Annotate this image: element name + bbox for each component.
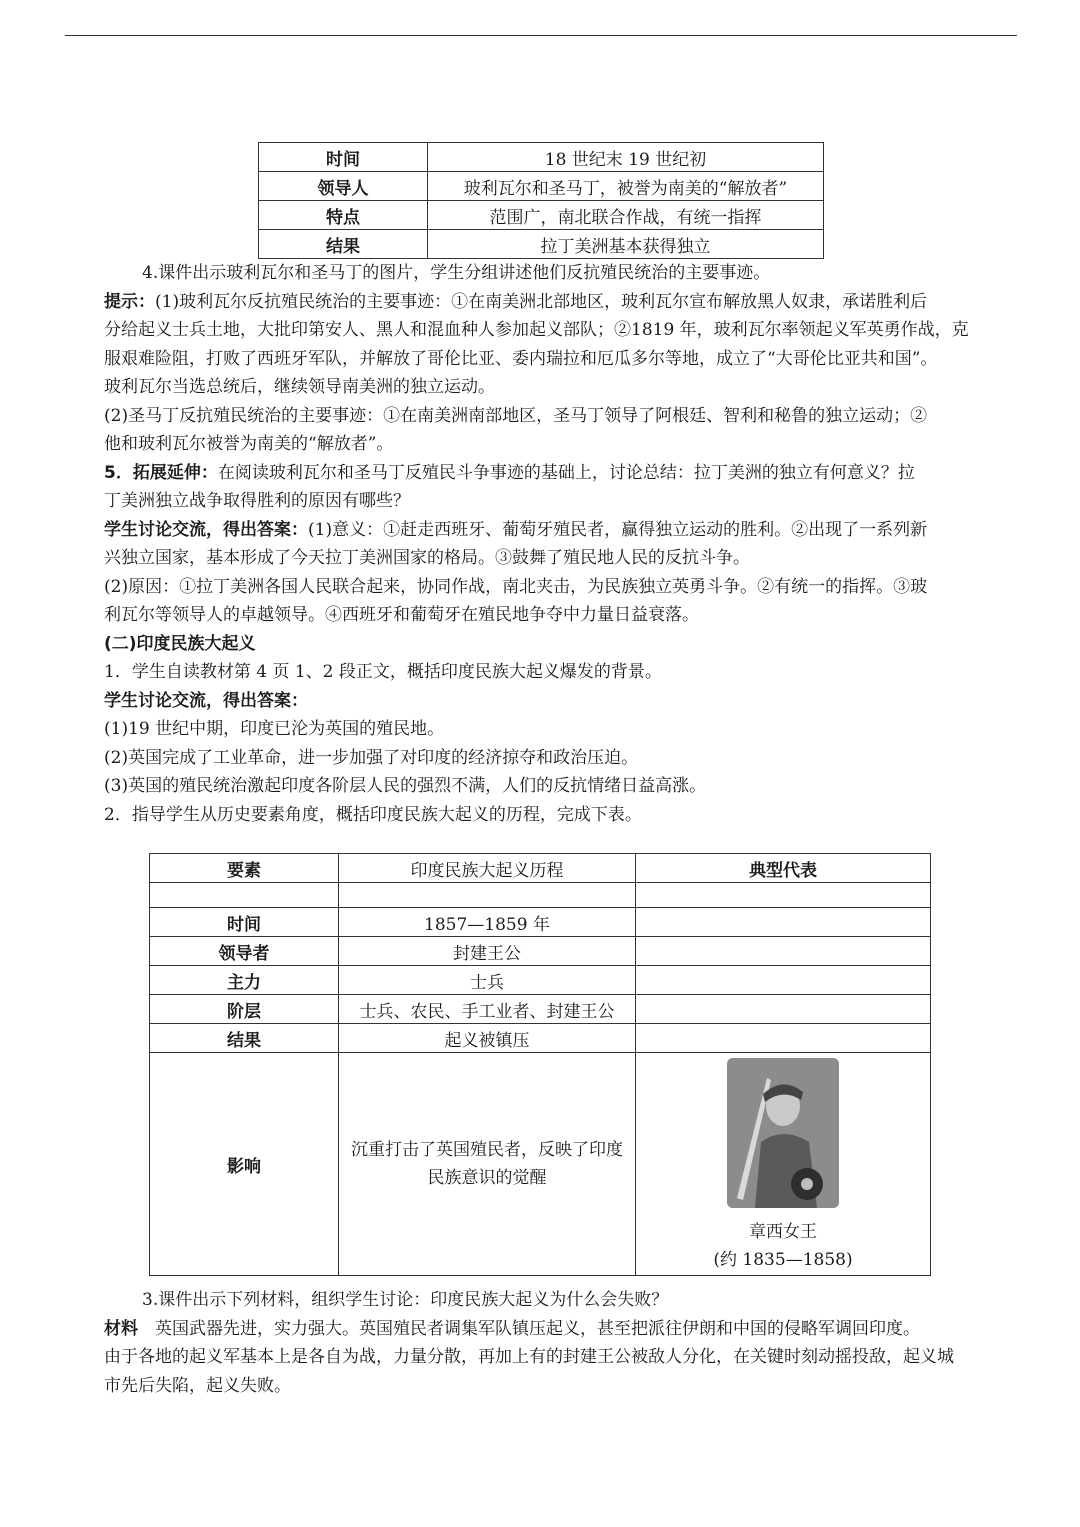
table-row: [150, 883, 931, 908]
latin-america-table: [258, 142, 824, 259]
paragraph: 5．拓展延伸：在阅读玻利瓦尔和圣马丁反殖民斗争事迹的基础上，讨论总结：拉丁美洲的独立有何意义？拉: [104, 462, 915, 483]
table-row: 特点 范围广，南北联合作战，有统一指挥: [259, 201, 824, 230]
paragraph: (2)原因：①拉丁美洲各国人民联合起来，协同作战，南北夹击，为民族独立英勇斗争。②有统一的指挥。③玻: [104, 576, 928, 597]
paragraph: 市先后失陷，起义失败。: [104, 1375, 291, 1396]
portrait-illustration: [727, 1058, 839, 1208]
table-row: 结果 拉丁美洲基本获得独立: [259, 230, 824, 259]
paragraph: 学生讨论交流，得出答案：: [104, 690, 308, 711]
paragraph: 4.课件出示玻利瓦尔和圣马丁的图片，学生分组讲述他们反抗殖民统治的主要事迹。: [142, 263, 771, 283]
paragraph: (1)19 世纪中期，印度已沦为英国的殖民地。: [104, 719, 445, 739]
table-row: 时间 1857—1859 年: [150, 908, 931, 937]
representative-name: 章西女王: [749, 1222, 817, 1242]
body-text-lower: [104, 1286, 1016, 1400]
body-text-upper: [104, 259, 1016, 829]
material-label: 材料: [104, 1318, 138, 1339]
table-row: 影响 沉重打击了英国殖民者，反映了印度民族意识的觉醒 章西女王 (约 1835—1858): [150, 1053, 931, 1276]
paragraph: 由于各地的起义军基本上是各自为战，力量分散，再加上有的封建王公被敌人分化，在关键时刻动摇投敌，起义城: [104, 1347, 954, 1367]
paragraph: 玻利瓦尔当选总统后，继续领导南美洲的独立运动。: [104, 377, 495, 397]
table-header-row: [150, 854, 931, 883]
paragraph: (2)圣马丁反抗殖民统治的主要事迹：①在南美洲南部地区，圣马丁领导了阿根廷、智利和秘鲁的独立运动；②: [104, 405, 928, 426]
table-row: 时间 18 世纪末 19 世纪初: [259, 143, 824, 172]
extension-label: 5．拓展延伸：: [104, 462, 218, 483]
paragraph: 2．指导学生从历史要素角度，概括印度民族大起义的历程，完成下表。: [104, 804, 642, 825]
table-row: 主力 士兵: [150, 966, 931, 995]
rani-of-jhansi-image: [727, 1058, 839, 1208]
paragraph: 利瓦尔等领导人的卓越领导。④西班牙和葡萄牙在殖民地争夺中力量日益衰落。: [104, 605, 699, 625]
paragraph: 3.课件出示下列材料，组织学生讨论：印度民族大起义为什么会失败？: [142, 1290, 669, 1310]
hint-label: 提示：: [104, 291, 155, 312]
section-heading: (二)印度民族大起义: [104, 633, 256, 654]
table-row: 领导者 封建王公: [150, 937, 931, 966]
representative-portrait: [636, 1054, 930, 1274]
paragraph: (2)英国完成了工业革命，进一步加强了对印度的经济掠夺和政治压迫。: [104, 747, 639, 768]
column-header: 印度民族大起义历程: [339, 854, 636, 883]
paragraph: 兴独立国家，基本形成了今天拉丁美洲国家的格局。③鼓舞了殖民地人民的反抗斗争。: [104, 548, 750, 568]
table-row: 阶层 士兵、农民、手工业者、封建王公: [150, 995, 931, 1024]
paragraph: 服艰难险阻，打败了西班牙军队，并解放了哥伦比亚、委内瑞拉和厄瓜多尔等地，成立了“大哥伦比亚共和国”。: [104, 348, 938, 369]
paragraph: 1．学生自读教材第 4 页 1、2 段正文，概括印度民族大起义爆发的背景。: [104, 662, 662, 682]
table-row: 领导人 玻利瓦尔和圣马丁，被誉为南美的“解放者”: [259, 172, 824, 201]
discussion-label: 学生讨论交流，得出答案：: [104, 519, 308, 540]
paragraph: 提示：(1)玻利瓦尔反抗殖民统治的主要事迹：①在南美洲北部地区，玻利瓦尔宣布解放黑人奴隶，承诺胜利后: [104, 291, 928, 312]
header-rule: [65, 35, 1017, 36]
paragraph: 材料 英国武器先进，实力强大。英国殖民者调集军队镇压起义，甚至把派往伊朗和中国的侵略军调回印度。: [104, 1318, 920, 1339]
impact-text: 沉重打击了英国殖民者，反映了印度民族意识的觉醒: [351, 1140, 623, 1188]
paragraph: 学生讨论交流，得出答案：(1)意义：①赶走西班牙、葡萄牙殖民者，赢得独立运动的胜利。②出现了一系列新: [104, 519, 928, 540]
paragraph: (3)英国的殖民统治激起印度各阶层人民的强烈不满，人们的反抗情绪日益高涨。: [104, 776, 707, 796]
paragraph: 他和玻利瓦尔被誉为南美的“解放者”。: [104, 434, 394, 454]
column-header: 典型代表: [636, 854, 931, 883]
table-row: 结果 起义被镇压: [150, 1024, 931, 1053]
column-header: 要素: [150, 854, 339, 883]
paragraph: 丁美洲独立战争取得胜利的原因有哪些？: [104, 491, 410, 511]
representative-years: (约 1835—1858): [713, 1250, 853, 1270]
paragraph: 分给起义士兵土地，大批印第安人、黑人和混血种人参加起义部队；②1819 年，玻利瓦尔率领起义军英勇作战，克: [104, 320, 969, 340]
india-uprising-table: [149, 853, 931, 1276]
